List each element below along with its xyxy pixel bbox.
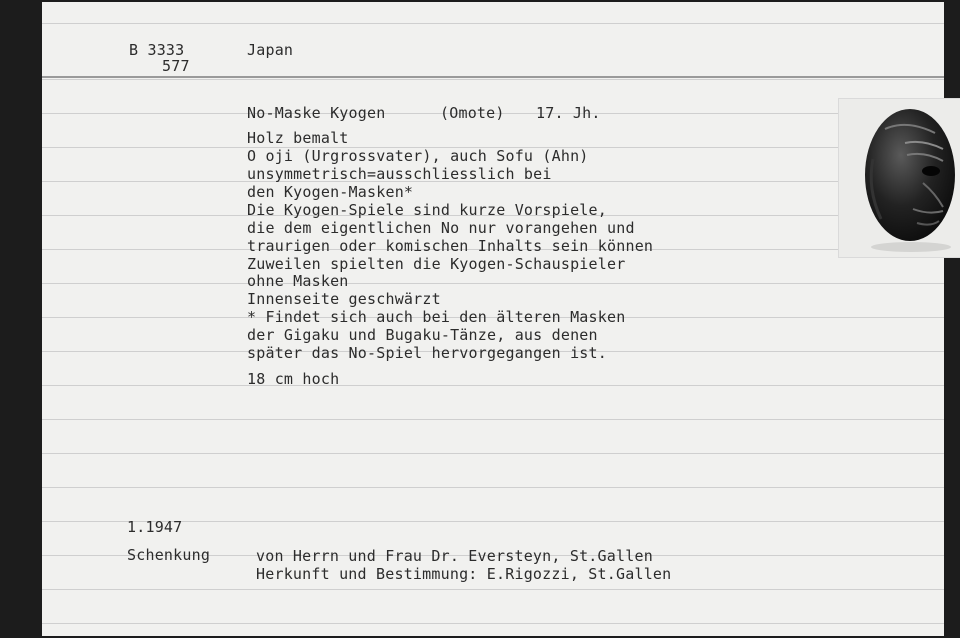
description-line: Holz bemalt (247, 129, 349, 147)
description-line: später das No-Spiel hervorgegangen ist. (247, 344, 607, 362)
description-line: Die Kyogen-Spiele sind kurze Vorspiele, (247, 201, 607, 219)
acquisition-date: 1.1947 (127, 518, 183, 536)
index-card (42, 2, 944, 636)
mask-shape (865, 109, 955, 241)
country: Japan (247, 41, 294, 59)
kyogen-mask-image (839, 99, 960, 257)
description-line: ohne Masken (247, 272, 349, 290)
sub-number: 577 (162, 57, 190, 75)
object-date: 17. Jh. (536, 104, 601, 122)
description-line: O oji (Urgrossvater), auch Sofu (Ahn) (247, 147, 589, 165)
description-line: die dem eigentlichen No nur vorangehen und (247, 219, 635, 237)
acquisition-label: Schenkung (127, 546, 211, 564)
object-type: (Omote) (440, 104, 505, 122)
description-line: den Kyogen-Masken* (247, 183, 414, 201)
description-line: unsymmetrisch=ausschliesslich bei (247, 165, 552, 183)
donor: von Herrn und Frau Dr. Eversteyn, St.Gallen (256, 547, 653, 565)
mask-shadow (871, 242, 951, 252)
provenance: Herkunft und Bestimmung: E.Rigozzi, St.Gallen (256, 565, 672, 583)
description-line: * Findet sich auch bei den älteren Masken (247, 308, 626, 326)
mask-photo (838, 98, 960, 258)
object-size: 18 cm hoch (247, 370, 340, 388)
description-line: Zuweilen spielten die Kyogen-Schauspieler (247, 255, 626, 273)
inventory-number: B 3333 (129, 41, 185, 59)
object-title: No-Maske Kyogen (247, 104, 386, 122)
description-line: traurigen oder komischen Inhalts sein können (247, 237, 654, 255)
description-line: der Gigaku und Bugaku-Tänze, aus denen (247, 326, 598, 344)
description-line: Innenseite geschwärzt (247, 290, 441, 308)
